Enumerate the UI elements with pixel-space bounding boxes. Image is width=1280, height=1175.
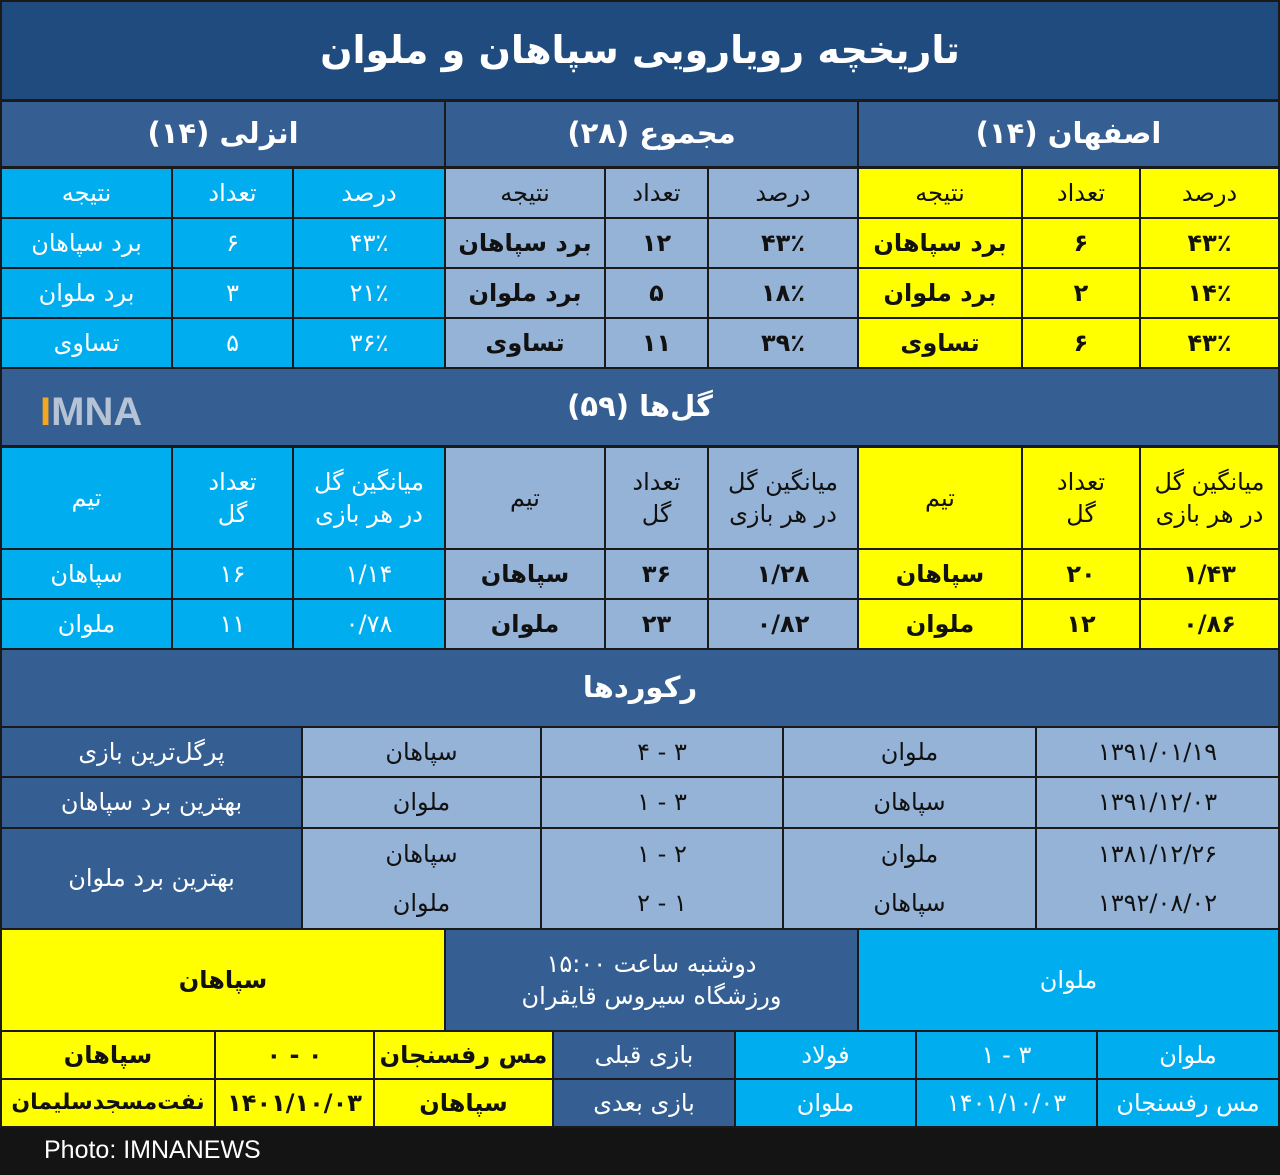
- cell-team: ملوان: [444, 598, 606, 650]
- malavan-prev-away: فولاد: [734, 1030, 917, 1080]
- malavan-next-away: ملوان: [734, 1078, 917, 1128]
- record-home-team: ملوان: [782, 726, 1037, 778]
- away-team-sepahan: سپاهان: [0, 928, 446, 1032]
- previous-match-label: بازی قبلی: [552, 1030, 736, 1080]
- cell-percent: ۳۶٪: [292, 317, 446, 369]
- record-away-team: ملوان: [301, 776, 542, 829]
- cell-result: تساوی: [0, 317, 173, 369]
- cell-count: ۵: [604, 267, 709, 319]
- cell-result: برد سپاهان: [0, 217, 173, 269]
- cell-percent: ۱۴٪: [1139, 267, 1280, 319]
- cell-avg: ۰/۸۶: [1139, 598, 1280, 650]
- cell-result: برد ملوان: [0, 267, 173, 319]
- match-info: [444, 928, 859, 1032]
- group-header-anzali: انزلی (۱۴): [0, 100, 446, 168]
- cell-count: ۱۱: [604, 317, 709, 369]
- record-label: بهترین برد ملوان: [0, 827, 303, 930]
- col-header-count: تعداد: [1021, 167, 1141, 219]
- col-header-team: تیم: [444, 446, 606, 550]
- cell-count: ۶: [171, 217, 294, 269]
- cell-avg: ۱/۴۳: [1139, 548, 1280, 600]
- col-header-goal-count: تعداد گل: [171, 446, 294, 550]
- col-header-avg: میانگین گل در هر بازی: [292, 446, 446, 550]
- cell-result: برد ملوان: [444, 267, 606, 319]
- cell-percent: ۱۸٪: [707, 267, 859, 319]
- col-header-percent: درصد: [1139, 167, 1280, 219]
- cell-percent: ۴۳٪: [1139, 317, 1280, 369]
- col-header-team: تیم: [0, 446, 173, 550]
- cell-result: تساوی: [444, 317, 606, 369]
- group-header-isfahan: اصفهان (۱۴): [857, 100, 1280, 168]
- match-schedule: دوشنبه ساعت ۱۵:۰۰: [546, 949, 757, 978]
- cell-percent: ۳۹٪: [707, 317, 859, 369]
- record-score: ۲ - ۱ ۱ - ۲: [540, 827, 784, 930]
- cell-avg: ۰/۷۸: [292, 598, 446, 650]
- cell-percent: ۴۳٪: [1139, 217, 1280, 269]
- sepahan-next-home: سپاهان: [373, 1078, 554, 1128]
- malavan-next-date: ۱۴۰۱/۱۰/۰۳: [915, 1078, 1098, 1128]
- record-away-team: سپاهان: [301, 726, 542, 778]
- col-header-result: نتیجه: [0, 167, 173, 219]
- match-venue: ورزشگاه سیروس قایقران: [521, 982, 782, 1010]
- cell-percent: ۴۳٪: [707, 217, 859, 269]
- col-header-percent: درصد: [292, 167, 446, 219]
- sepahan-next-away: نفت‌مسجدسلیمان: [0, 1078, 216, 1128]
- cell-team: ملوان: [857, 598, 1023, 650]
- cell-goals: ۲۰: [1021, 548, 1141, 600]
- cell-team: ملوان: [0, 598, 173, 650]
- malavan-next-home: مس رفسنجان: [1096, 1078, 1280, 1128]
- record-home-team: ملوان سپاهان: [782, 827, 1037, 930]
- cell-team: سپاهان: [857, 548, 1023, 600]
- col-header-result: نتیجه: [444, 167, 606, 219]
- cell-count: ۵: [171, 317, 294, 369]
- cell-count: ۶: [1021, 317, 1141, 369]
- record-label: بهترین برد سپاهان: [0, 776, 303, 829]
- cell-count: ۱۲: [604, 217, 709, 269]
- cell-result: برد ملوان: [857, 267, 1023, 319]
- photo-credit: Photo: IMNANEWS: [44, 1136, 261, 1164]
- records-section-header: رکوردها: [0, 648, 1280, 728]
- col-header-goal-count: تعداد گل: [1021, 446, 1141, 550]
- record-home-team: سپاهان: [782, 776, 1037, 829]
- cell-avg: ۰/۸۲: [707, 598, 859, 650]
- cell-goals: ۱۲: [1021, 598, 1141, 650]
- cell-count: ۶: [1021, 217, 1141, 269]
- cell-goals: ۱۶: [171, 548, 294, 600]
- col-header-avg: میانگین گل در هر بازی: [707, 446, 859, 550]
- col-header-team: تیم: [857, 446, 1023, 550]
- group-header-total: مجموع (۲۸): [444, 100, 859, 168]
- record-date: ۱۳۹۱/۱۲/۰۳: [1035, 776, 1280, 829]
- sepahan-prev-home: مس رفسنجان: [373, 1030, 554, 1080]
- cell-avg: ۱/۲۸: [707, 548, 859, 600]
- cell-count: ۲: [1021, 267, 1141, 319]
- record-date: ۱۳۸۱/۱۲/۲۶ ۱۳۹۲/۰۸/۰۲: [1035, 827, 1280, 930]
- sepahan-prev-away: سپاهان: [0, 1030, 216, 1080]
- col-header-avg: میانگین گل در هر بازی: [1139, 446, 1280, 550]
- page-title: تاریخچه رویارویی سپاهان و ملوان: [0, 0, 1280, 101]
- cell-count: ۳: [171, 267, 294, 319]
- malavan-prev-score: ۳ - ۱: [915, 1030, 1098, 1080]
- cell-percent: ۲۱٪: [292, 267, 446, 319]
- cell-result: برد سپاهان: [857, 217, 1023, 269]
- record-date: ۱۳۹۱/۰۱/۱۹: [1035, 726, 1280, 778]
- cell-percent: ۴۳٪: [292, 217, 446, 269]
- cell-goals: ۱۱: [171, 598, 294, 650]
- home-team-malavan: ملوان: [857, 928, 1280, 1032]
- next-match-label: بازی بعدی: [552, 1078, 736, 1128]
- sepahan-next-date: ۱۴۰۱/۱۰/۰۳: [214, 1078, 375, 1128]
- cell-team: سپاهان: [0, 548, 173, 600]
- malavan-prev-home: ملوان: [1096, 1030, 1280, 1080]
- cell-result: تساوی: [857, 317, 1023, 369]
- goals-section-header: گل‌ها (۵۹): [0, 367, 1280, 447]
- col-header-percent: درصد: [707, 167, 859, 219]
- record-score: ۳ - ۴: [540, 726, 784, 778]
- cell-team: سپاهان: [444, 548, 606, 600]
- col-header-count: تعداد: [604, 167, 709, 219]
- col-header-goal-count: تعداد گل: [604, 446, 709, 550]
- cell-goals: ۳۶: [604, 548, 709, 600]
- cell-result: برد سپاهان: [444, 217, 606, 269]
- cell-avg: ۱/۱۴: [292, 548, 446, 600]
- col-header-result: نتیجه: [857, 167, 1023, 219]
- imna-logo: IMNA: [40, 390, 143, 434]
- col-header-count: تعداد: [171, 167, 294, 219]
- record-away-team: سپاهان ملوان: [301, 827, 542, 930]
- sepahan-prev-score: ۰ - ۰: [214, 1030, 375, 1080]
- record-score: ۳ - ۱: [540, 776, 784, 829]
- cell-goals: ۲۳: [604, 598, 709, 650]
- record-label: پرگل‌ترین بازی: [0, 726, 303, 778]
